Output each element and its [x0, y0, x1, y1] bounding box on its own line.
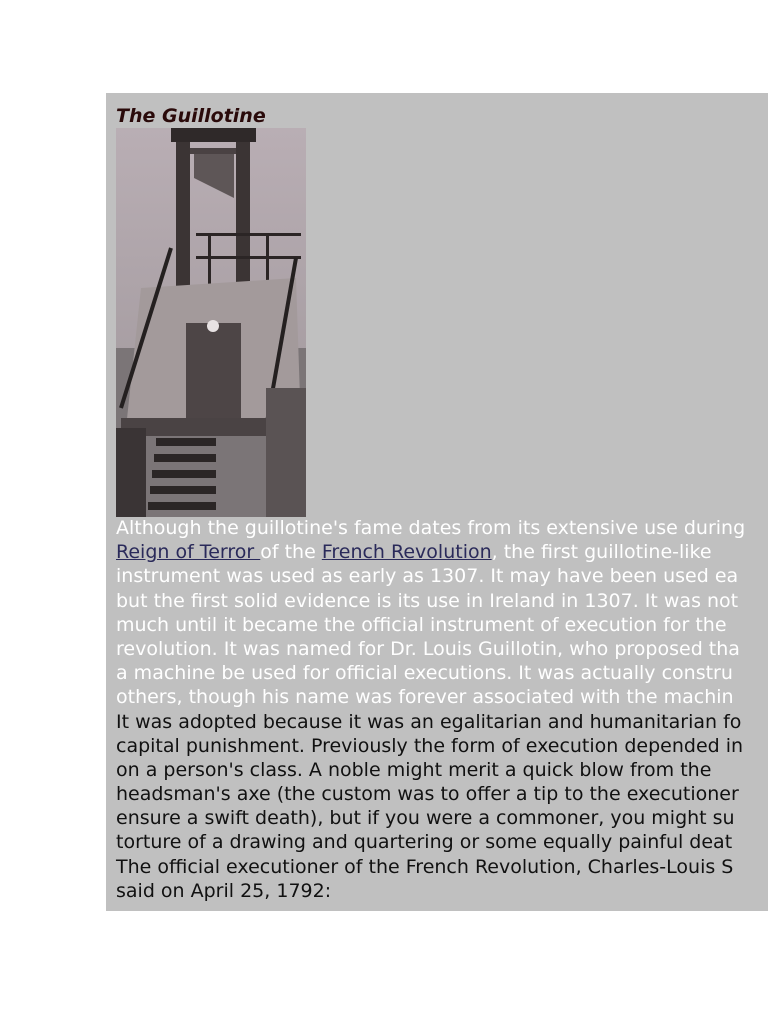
body-text-run: instrument was used as early as 1307. It may have been used ea — [116, 565, 739, 588]
body-text-run: , the first guillotine-like — [491, 541, 712, 564]
body-line — [116, 564, 768, 588]
body-text-run: much until it became the official instrument of execution for the — [116, 613, 727, 636]
body-text-run: others, though his name was forever associated with the machin — [116, 686, 734, 709]
body-text-run: a machine be used for official executions. It was actually constru — [116, 662, 733, 685]
body-text-run: but the first solid evidence is its use in Ireland in 1307. It was not — [116, 589, 739, 612]
body-text-run: of the — [260, 541, 322, 564]
body-line: ensure a swift death), but if you were a commoner, you might su — [116, 807, 735, 830]
body-line — [116, 516, 768, 540]
guillotine-photo — [116, 128, 306, 517]
body-line: headsman's axe (the custom was to offer a tip to the executioner — [116, 783, 739, 806]
body-text-dark — [116, 710, 768, 904]
body-line: The official executioner of the French Revolution, Charles-Louis S — [116, 855, 734, 878]
body-line: It was adopted because it was an egalitarian and humanitarian fo — [116, 710, 742, 733]
article-panel — [106, 93, 768, 911]
body-line: capital punishment. Previously the form of execution depended in — [116, 734, 744, 757]
body-text-run: revolution. It was named for Dr. Louis Guillotin, who proposed tha — [116, 637, 740, 660]
body-line — [116, 540, 768, 564]
body-line: said on April 25, 1792: — [116, 879, 332, 902]
body-line — [116, 589, 768, 613]
body-line — [116, 685, 768, 709]
body-line: torture of a drawing and quartering or some equally painful deat — [116, 831, 733, 854]
body-line — [116, 613, 768, 637]
article-link[interactable]: French Revolution — [321, 541, 492, 564]
body-line: on a person's class. A noble might merit a quick blow from the — [116, 758, 712, 781]
article-link[interactable]: Reign of Terror — [116, 541, 261, 564]
article-body — [116, 516, 768, 903]
body-text-run: Although the guillotine's fame dates from its extensive use during — [116, 517, 746, 539]
body-line — [116, 637, 768, 661]
body-text-light — [116, 516, 768, 710]
article-title: The Guillotine — [116, 105, 266, 127]
body-line — [116, 661, 768, 685]
